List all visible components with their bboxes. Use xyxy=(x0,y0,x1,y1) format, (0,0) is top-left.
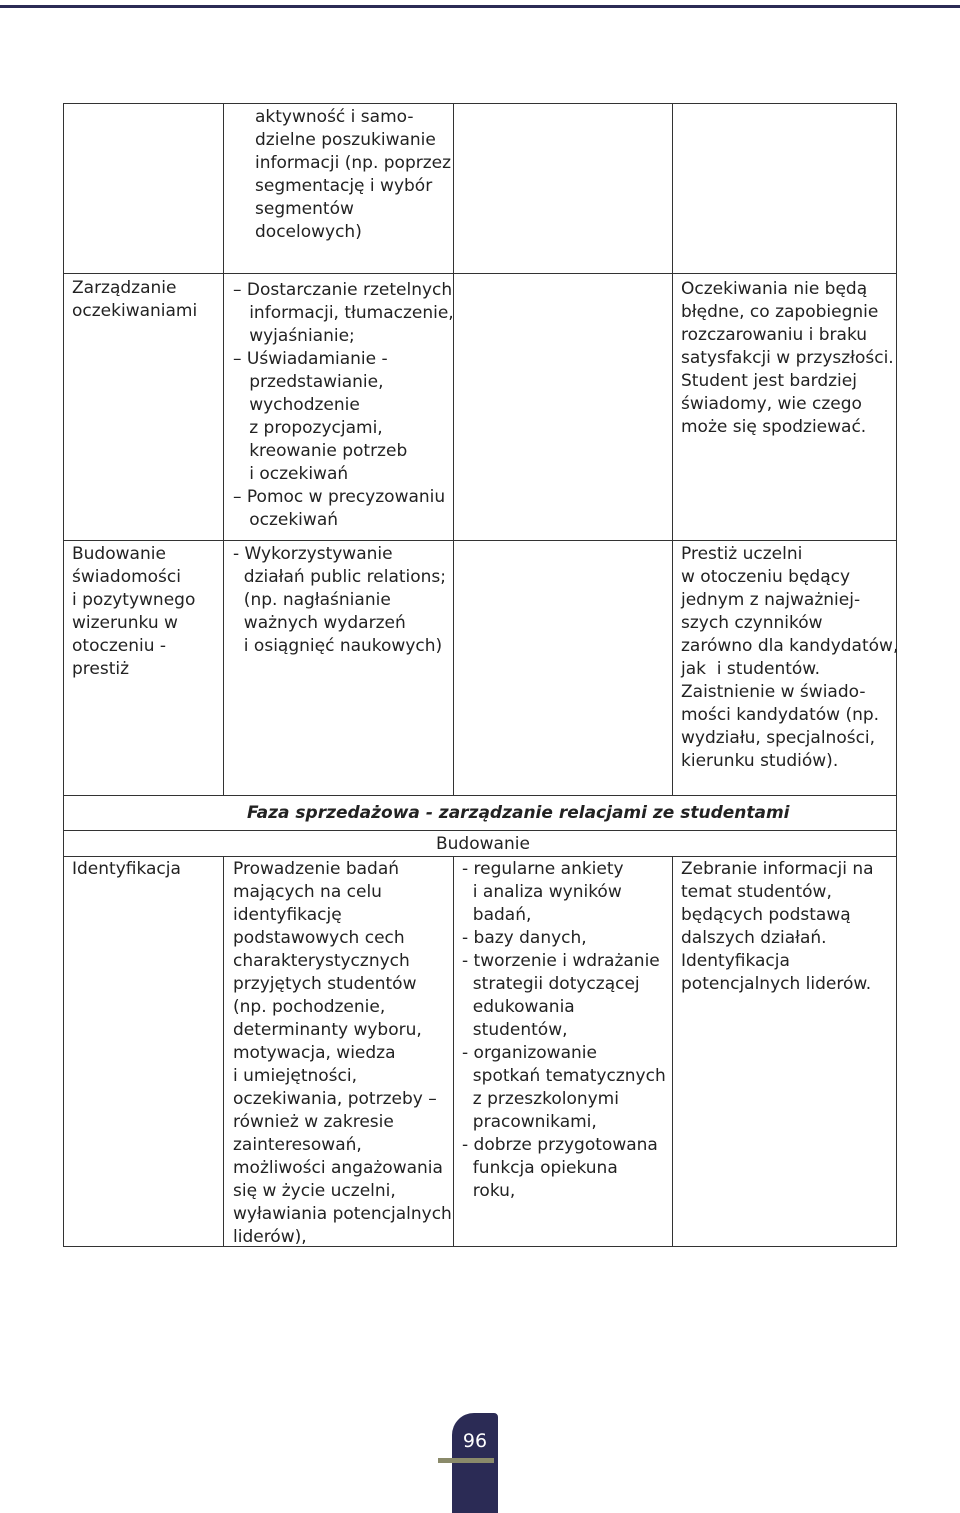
table-cell: Prowadzenie badań mających na celu identyfikację podstawowych cech charakterystycznych przyjętych studentów (np. pochodzenie, determinanty wyboru, motywacja, wiedza i umiejętności, oczekiwania, potrzeby – również w zakresie zainteresowań, możliwości angażowania się w życie uczelni, wyławiania potencjalnych liderów), xyxy=(233,859,452,1247)
table-line xyxy=(63,856,64,1247)
table-cell: Identyfikacja xyxy=(72,859,181,879)
table-line xyxy=(63,1246,897,1247)
table-line xyxy=(896,795,897,857)
table-line xyxy=(896,856,897,1247)
table-cell: aktywność i samo- dzielne poszukiwanie informacji (np. poprzez segmentację i wybór segmentów docelowych) xyxy=(255,107,452,242)
table-line xyxy=(63,856,897,857)
page-number: 96 xyxy=(462,1430,488,1452)
table-cell: Zarządzanie oczekiwaniami xyxy=(72,278,198,321)
table-line xyxy=(63,540,897,541)
table-line xyxy=(672,856,673,1247)
table-cell: - regularne ankiety i analiza wyników badań, - bazy danych, - tworzenie i wdrażanie strategii dotyczącej edukowania studentów, - organizowanie spotkań tematycznych z przeszkolonymi pracownikami, - dobrze przygotowana funkcja opiekuna roku, xyxy=(462,859,666,1201)
table-cell: Oczekiwania nie będą błędne, co zapobiegnie rozczarowaniu i braku satysfakcji w przyszłości. Student jest bardziej świadomy, wie czego może się spodziewać. xyxy=(681,279,894,437)
header-rule xyxy=(0,5,960,8)
table-line xyxy=(63,830,897,831)
table-cell: Prestiż uczelni w otoczeniu będący jednym z najważniej- szych czynników zarówno dla kandydatów, jak i studentów. Zaistnienie w świado- mości kandydatów (np. wydziału, specjalności, kierunku studiów). xyxy=(681,544,899,771)
table-cell: Zebranie informacji na temat studentów, będących podstawą dalszych działań. Identyfikacja potencjalnych liderów. xyxy=(681,859,874,994)
table-cell: Budowanie świadomości i pozytywnego wizerunku w otoczeniu - prestiż xyxy=(72,544,196,679)
table-line xyxy=(63,103,897,104)
table-line xyxy=(223,103,224,796)
page-number-tab xyxy=(452,1413,498,1513)
table-cell: – Dostarczanie rzetelnych informacji, tłumaczenie, wyjaśnianie; – Uświadamianie - przedstawianie, wychodzenie z propozycjami, kreowanie potrzeb i oczekiwań – Pomoc w precyzowaniu oczekiwań xyxy=(233,280,454,530)
table-line xyxy=(672,103,673,796)
table-line xyxy=(63,273,897,274)
table-line xyxy=(63,795,64,857)
page-number-accent xyxy=(438,1458,494,1463)
table-line xyxy=(453,856,454,1247)
table-line xyxy=(63,103,64,796)
table-line xyxy=(63,795,897,796)
table-cell: - Wykorzystywanie działań public relations; (np. nagłaśnianie ważnych wydarzeń i osiągnięć naukowych) xyxy=(233,544,447,656)
phase-title: Faza sprzedażowa - zarządzanie relacjami ze studentami xyxy=(247,803,790,823)
phase-subtitle: Budowanie xyxy=(436,834,530,854)
table-line xyxy=(223,856,224,1247)
